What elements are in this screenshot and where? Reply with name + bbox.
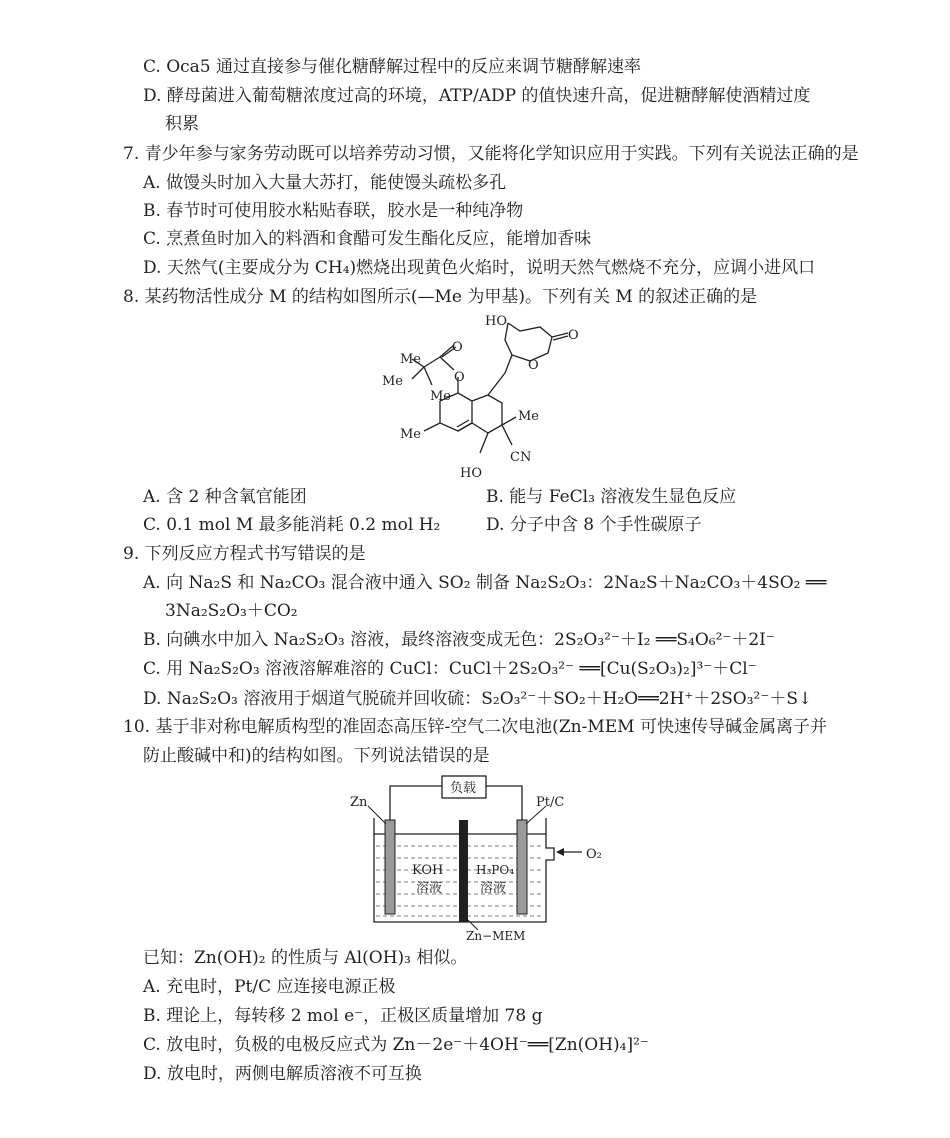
q8-option-a: A. 含 2 种含氧官能团 bbox=[143, 487, 307, 507]
q10-option-c: C. 放电时，负极的电极反应式为 Zn－2e⁻＋4OH⁻══[Zn(OH)₄]²⁻ bbox=[143, 1035, 649, 1055]
question-8: 8. 某药物活性成分 M 的结构如图所示(—Me 为甲基)。下列有关 M 的叙述正确的是 bbox=[123, 287, 758, 307]
q6-option-d-cont: 积累 bbox=[165, 114, 199, 134]
membrane-label: Zn−MEM bbox=[466, 929, 526, 942]
koh-label: KOH bbox=[412, 863, 444, 878]
o2-label: O₂ bbox=[586, 847, 602, 862]
known-condition: 已知：Zn(OH)₂ 的性质与 Al(OH)₃ 相似。 bbox=[143, 948, 468, 968]
molecule-label-o-ester: O bbox=[454, 370, 465, 385]
load-label: 负载 bbox=[450, 781, 477, 796]
q7-option-d: D. 天然气(主要成分为 CH₄)燃烧出现黄色火焰时，说明天然气燃烧不充分，应调小进风口 bbox=[143, 258, 816, 278]
q10-option-a: A. 充电时，Pt/C 应连接电源正极 bbox=[143, 977, 396, 997]
question-10-cont: 防止酸碱中和)的结构如图。下列说法错误的是 bbox=[143, 746, 490, 766]
q8-option-c: C. 0.1 mol M 最多能消耗 0.2 mol H₂ bbox=[143, 515, 441, 535]
molecule-label-me-5: Me bbox=[518, 409, 540, 424]
molecule-structure bbox=[360, 305, 600, 485]
q9-option-a-cont: 3Na₂S₂O₃＋CO₂ bbox=[165, 601, 298, 621]
molecule-label-me-1: Me bbox=[400, 352, 422, 367]
q7-option-a: A. 做馒头时加入大量大苏打，能使馒头疏松多孔 bbox=[143, 173, 507, 193]
q6-option-c: C. Oca5 通过直接参与催化糖酵解过程中的反应来调节糖酵解速率 bbox=[143, 57, 642, 77]
molecule-label-o-ester-carbonyl: O bbox=[452, 340, 463, 355]
question-7: 7. 青少年参与家务劳动既可以培养劳动习惯，又能将化学知识应用于实践。下列有关说法正确的是 bbox=[123, 144, 859, 164]
q9-option-b: B. 向碘水中加入 Na₂S₂O₃ 溶液，最终溶液变成无色：2S₂O₃²⁻＋I₂ ══S₄O₆²⁻＋2I⁻ bbox=[143, 630, 775, 650]
h3po4-label: H₃PO₄ bbox=[476, 863, 514, 877]
molecule-label-o-ring: O bbox=[528, 358, 539, 373]
q7-option-c: C. 烹煮鱼时加入的料酒和食醋可发生酯化反应，能增加香味 bbox=[143, 229, 592, 249]
q10-option-b: B. 理论上，每转移 2 mol e⁻，正极区质量增加 78 g bbox=[143, 1006, 543, 1026]
q10-option-d: D. 放电时，两侧电解质溶液不可互换 bbox=[143, 1064, 422, 1084]
q9-option-a: A. 向 Na₂S 和 Na₂CO₃ 混合液中通入 SO₂ 制备 Na₂S₂O₃：2Na₂S＋Na₂CO₃＋4SO₂ ══ bbox=[143, 573, 827, 593]
q6-option-d: D. 酵母菌进入葡萄糖浓度过高的环境，ATP/ADP 的值快速升高，促进糖酵解使酒精过度 bbox=[143, 86, 811, 106]
molecule-label-me-4: Me bbox=[400, 427, 422, 442]
molecule-label-ho-top: HO bbox=[485, 314, 507, 329]
molecule-label-me-2: Me bbox=[382, 374, 404, 389]
q8-option-d: D. 分子中含 8 个手性碳原子 bbox=[486, 515, 702, 535]
q7-option-b: B. 春节时可使用胶水粘贴春联，胶水是一种纯净物 bbox=[143, 201, 524, 221]
molecule-label-me-3: Me bbox=[430, 389, 452, 404]
question-9: 9. 下列反应方程式书写错误的是 bbox=[123, 544, 366, 564]
ptc-electrode-label: Pt/C bbox=[536, 795, 565, 810]
battery-diagram bbox=[346, 772, 616, 942]
molecule-label-cn: CN bbox=[510, 450, 532, 465]
zn-electrode-label: Zn bbox=[350, 795, 368, 810]
question-10: 10. 基于非对称电解质构型的准固态高压锌-空气二次电池(Zn-MEM 可快速传导碱金属离子并 bbox=[123, 717, 827, 737]
molecule-label-ho-bottom: HO bbox=[460, 466, 482, 481]
q9-option-d: D. Na₂S₂O₃ 溶液用于烟道气脱硫并回收硫：S₂O₃²⁻＋SO₂＋H₂O══2H⁺＋2SO₃²⁻＋S↓ bbox=[143, 689, 813, 709]
q9-option-c: C. 用 Na₂S₂O₃ 溶液溶解难溶的 CuCl：CuCl＋2S₂O₃²⁻ ══[Cu(S₂O₃)₂]³⁻＋Cl⁻ bbox=[143, 659, 757, 679]
koh-solution-label: 溶液 bbox=[416, 881, 443, 896]
q8-option-b: B. 能与 FeCl₃ 溶液发生显色反应 bbox=[486, 487, 737, 507]
h3po4-solution-label: 溶液 bbox=[480, 881, 507, 896]
molecule-label-o-carbonyl: O bbox=[568, 328, 579, 343]
